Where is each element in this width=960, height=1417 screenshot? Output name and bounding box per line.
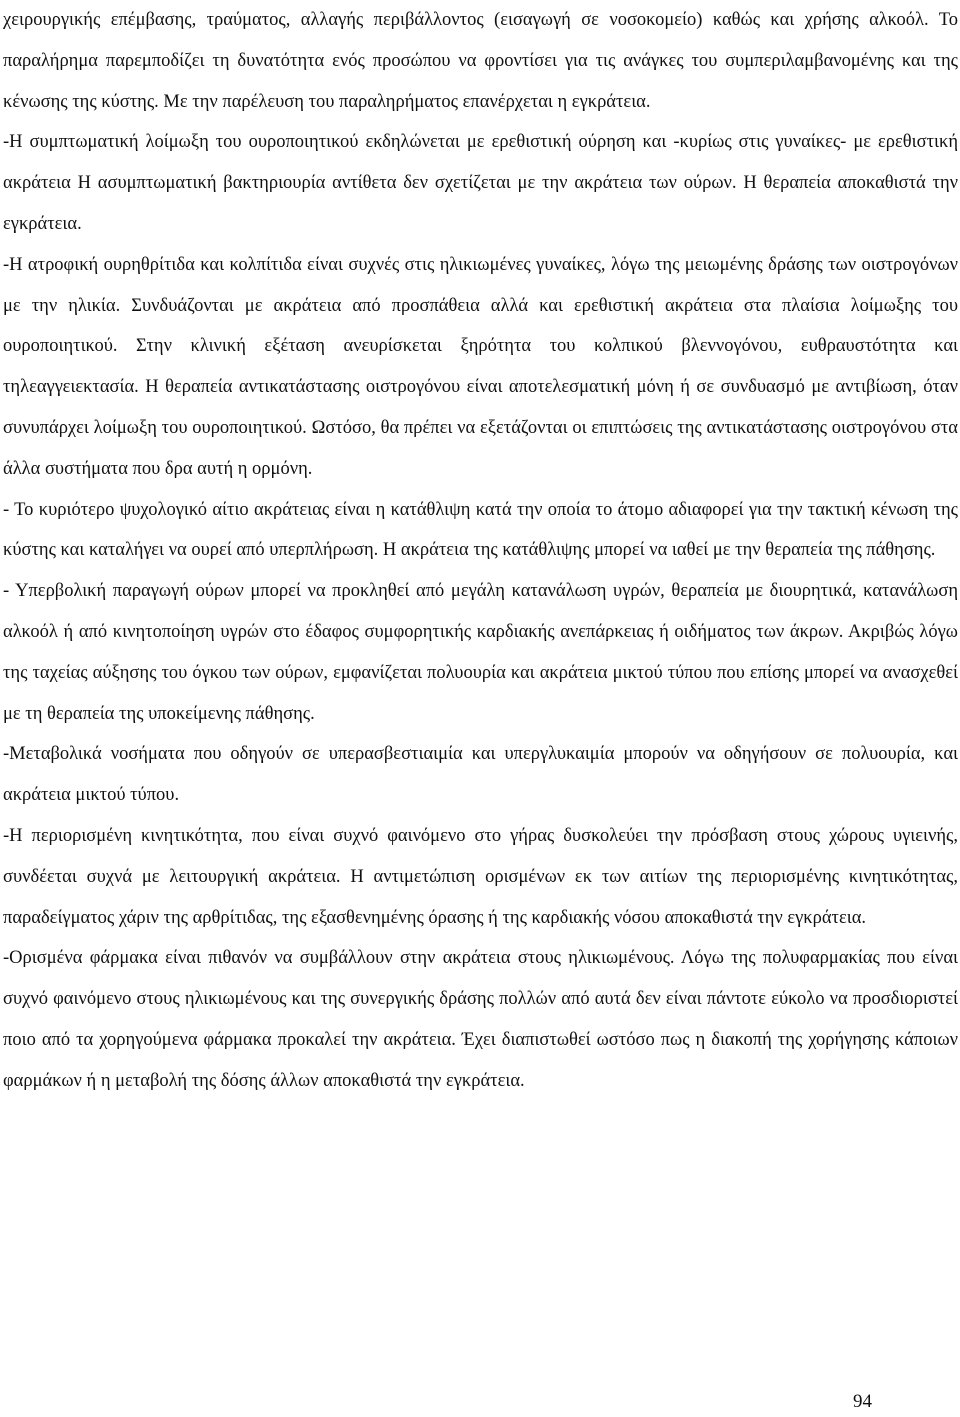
document-page xyxy=(3,0,958,1102)
paragraph-restricted-mobility: -Η περιορισμένη κινητικότητα, που είναι συχνό φαινόμενο στο γήρας δυσκολεύει την πρόσβαση στους χώρους υγιεινής, συνδέεται συχνά με λειτουργική ακράτεια. Η αντιμετώπιση ορισμένων εκ των αιτίων της περιορισμένης κινητικότητας, παραδείγματος χάριν της αρθρίτιδας, της εξασθενημένης όρασης ή της καρδιακής νόσου αποκαθιστά την εγκράτεια. xyxy=(3,825,958,928)
paragraph-excess-urine: - Υπερβολική παραγωγή ούρων μπορεί να προκληθεί από μεγάλη κατανάλωση υγρών, θεραπεία με διουρητικά, κατανάλωση αλκοόλ ή από κινητοποίηση υγρών στο έδαφος συμφορητικής καρδιακής ανεπάρκειας ή οιδήματος των άκρων. Ακριβώς λόγω της ταχείας αύξησης του όγκου των ούρων, εμφανίζεται πολυουρία και ακράτεια μικτού τύπου που επίσης μπορεί να ανασχεθεί με τη θεραπεία της υποκείμενης πάθησης. xyxy=(3,581,958,724)
paragraph-medications: -Ορισμένα φάρμακα είναι πιθανόν να συμβάλλουν στην ακράτεια στους ηλικιωμένους. Λόγω της πολυφαρμακίας που είναι συχνό φαινόμενο στους ηλικιωμένους και της συνεργικής δράσης πολλών από αυτά δεν είναι πάντοτε εύκολο να προσδιοριστεί ποιο από τα χορηγούμενα φάρμακα προκαλεί την ακράτεια. Έχει διαπιστωθεί ωστόσο πως η διακοπή της χορήγησης κάποιων φαρμάκων ή η μεταβολή της δόσης άλλων αποκαθιστά την εγκράτεια. xyxy=(3,948,958,1091)
page-number: 94 xyxy=(853,1391,872,1412)
paragraph-urinary-infection: -Η συμπτωματική λοίμωξη του ουροποιητικού εκδηλώνεται με ερεθιστική ούρηση και -κυρίως στις γυναίκες- με ερεθιστική ακράτεια Η ασυμπτωματική βακτηριουρία αντίθετα δεν σχετίζεται με την ακράτεια των ούρων. Η θεραπεία αποκαθιστά την εγκράτεια. xyxy=(3,132,958,234)
paragraph-psychological-cause: - Το κυριότερο ψυχολογικό αίτιο ακράτειας είναι η κατάθλιψη κατά την οποία το άτομο αδιαφορεί για την τακτική κένωση της κύστης και καταλήγει να ουρεί από υπερπλήρωση. Η ακράτεια της κατάθλιψης μπορεί να ιαθεί με την θεραπεία της πάθησης. xyxy=(3,499,958,561)
paragraph-metabolic-diseases: -Μεταβολικά νοσήματα που οδηγούν σε υπερασβεστιαιμία και υπεργλυκαιμία μπορούν να οδηγήσουν σε πολυουρία, και ακράτεια μικτού τύπου. xyxy=(3,744,958,806)
paragraph-delirium: χειρουργικής επέμβασης, τραύματος, αλλαγής περιβάλλοντος (εισαγωγή σε νοσοκομείο) καθώς και χρήσης αλκοόλ. Το παραλήρημα παρεμποδίζει τη δυνατότητα ενός προσώπου να φροντίσει για τις ανάγκες του συμπεριλαμβανομένης και της κένωσης της κύστης. Με την παρέλευση του παραληρήματος επανέρχεται η εγκράτεια. xyxy=(3,10,958,112)
paragraph-atrophic-urethritis: -Η ατροφική ουρηθρίτιδα και κολπίτιδα είναι συχνές στις ηλικιωμένες γυναίκες, λόγω της μειωμένης δράσης των οιστρογόνων με την ηλικία. Συνδυάζονται με ακράτεια από προσπάθεια αλλά και ερεθιστική ακράτεια στα πλαίσια λοίμωξης του ουροποιητικού. Στην κλινική εξέταση ανευρίσκεται ξηρότητα του κολπικού βλεννογόνου, ευθραυστότητα και τηλεαγγειεκτασία. Η θεραπεία αντικατάστασης οιστρογόνου είναι αποτελεσματική μόνη ή σε συνδυασμό με αντιβίωση, όταν συνυπάρχει λοίμωξη του ουροποιητικού. Ωστόσο, θα πρέπει να εξετάζονται οι επιπτώσεις της αντικατάστασης οιστρογόνου στα άλλα συστήματα που δρα αυτή η ορμόνη. xyxy=(3,254,958,479)
